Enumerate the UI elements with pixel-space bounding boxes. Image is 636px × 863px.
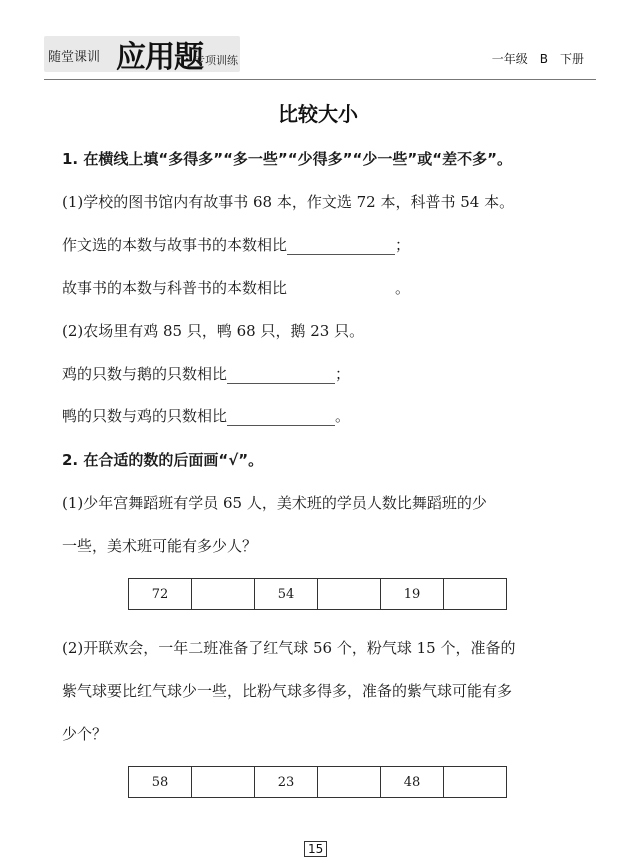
- q2-part1-line1: (1)少年宫舞蹈班有学员 65 人，美术班的学员人数比舞蹈班的少: [62, 494, 487, 512]
- option-value: 54: [255, 579, 318, 610]
- q1-part2-line-a-text: 鸡的只数与鹅的只数相比: [62, 365, 228, 383]
- answer-blank[interactable]: [287, 280, 395, 298]
- q2-part2-options-table: [128, 766, 507, 798]
- q1-part1-line-b: [62, 277, 410, 298]
- punctuation: 。: [335, 407, 351, 425]
- check-box[interactable]: [192, 579, 255, 610]
- punctuation: 。: [395, 279, 411, 297]
- punctuation: ；: [395, 236, 411, 254]
- punctuation: ；: [335, 365, 351, 383]
- q1-part2-line-a: [62, 363, 350, 384]
- q1-part1-line-a-text: 作文选的本数与故事书的本数相比: [62, 236, 288, 254]
- q2-part1-options-table: [128, 578, 507, 610]
- check-box[interactable]: [318, 579, 381, 610]
- series-logo: [44, 30, 244, 78]
- grade-label: 一年级 B 下册: [491, 52, 584, 66]
- q2-part1-line2: 一些，美术班可能有多少人？: [62, 537, 258, 555]
- page-number: 15: [304, 841, 327, 857]
- series-left-text: 随堂课训: [48, 50, 101, 65]
- q1-part2-line-b: [62, 405, 350, 426]
- check-box[interactable]: [444, 579, 507, 610]
- question-2-heading: 2. 在合适的数的后面画“√”。: [62, 451, 264, 469]
- q2-part2-line2: 紫气球要比红气球少一些，比粉气球多得多，准备的紫气球可能有多: [62, 682, 513, 700]
- q1-part1-text: (1)学校的图书馆内有故事书 68 本，作文选 72 本，科普书 54 本。: [62, 193, 515, 211]
- option-value: 23: [255, 767, 318, 798]
- header-divider: [44, 79, 596, 80]
- series-title: 应用题: [116, 40, 203, 75]
- q1-part2-text: (2)农场里有鸡 85 只，鸭 68 只，鹅 23 只。: [62, 322, 365, 340]
- answer-blank[interactable]: [227, 407, 335, 426]
- q1-part2-line-b-text: 鸭的只数与鸡的只数相比: [62, 407, 228, 425]
- answer-blank[interactable]: [227, 365, 335, 384]
- check-box[interactable]: [444, 767, 507, 798]
- option-value: 19: [381, 579, 444, 610]
- page-title: 比较大小: [278, 102, 358, 126]
- option-value: 72: [129, 579, 192, 610]
- series-right-text: 专项训练: [194, 54, 238, 67]
- option-value: 58: [129, 767, 192, 798]
- q2-part2-line3: 少个？: [62, 725, 108, 743]
- check-box[interactable]: [318, 767, 381, 798]
- q2-part2-line1: (2)开联欢会，一年二班准备了红气球 56 个，粉气球 15 个，准备的: [62, 639, 516, 657]
- question-1-heading: 1. 在横线上填“多得多”“多一些”“少得多”“少一些”或“差不多”。: [62, 150, 512, 168]
- q1-part1-line-a: [62, 234, 410, 255]
- option-value: 48: [381, 767, 444, 798]
- check-box[interactable]: [192, 767, 255, 798]
- answer-blank[interactable]: [287, 236, 395, 255]
- q1-part1-line-b-text: 故事书的本数与科普书的本数相比: [62, 279, 288, 297]
